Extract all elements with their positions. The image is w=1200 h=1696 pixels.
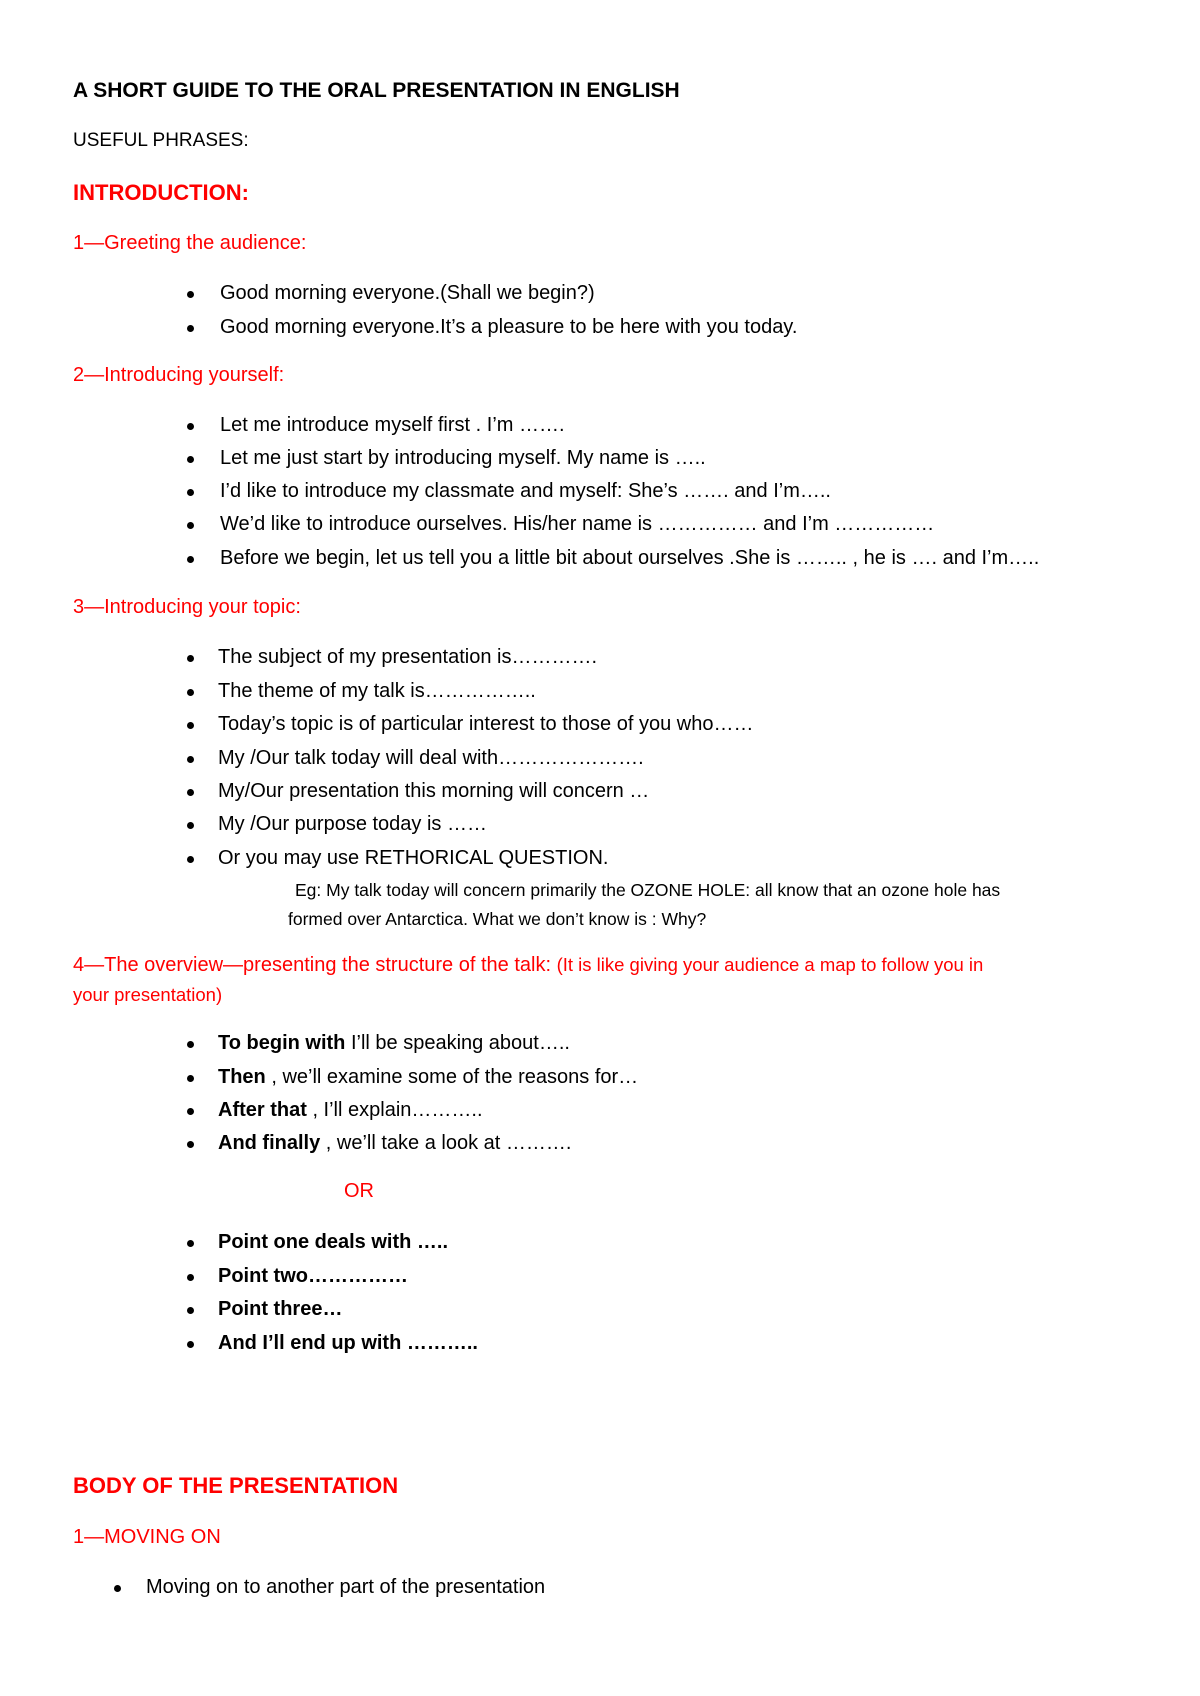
list-item-bold: Then bbox=[218, 1066, 266, 1088]
list-item bbox=[218, 1064, 638, 1090]
bullet-icon bbox=[187, 722, 194, 729]
bullet-icon bbox=[187, 556, 194, 563]
bullet-icon bbox=[187, 522, 194, 529]
bullet-icon bbox=[187, 489, 194, 496]
subheading-moving-on: 1—MOVING ON bbox=[73, 1526, 221, 1548]
or-separator: OR bbox=[344, 1180, 374, 1202]
list-item: Point one deals with ….. bbox=[218, 1231, 449, 1253]
list-item: Point two…………… bbox=[218, 1265, 408, 1287]
list-item-bold: After that bbox=[218, 1099, 307, 1121]
bullet-icon bbox=[187, 1307, 194, 1314]
list-item: Let me just start by introducing myself. My name is ….. bbox=[220, 447, 706, 469]
bullet-icon bbox=[187, 1240, 194, 1247]
bullet-icon bbox=[187, 756, 194, 763]
bullet-icon bbox=[187, 291, 194, 298]
document-title: A SHORT GUIDE TO THE ORAL PRESENTATION IN ENGLISH bbox=[73, 79, 680, 102]
bullet-icon bbox=[187, 456, 194, 463]
subheading-topic: 3—Introducing your topic: bbox=[73, 596, 301, 618]
list-item-rest: I’ll be speaking about….. bbox=[345, 1032, 570, 1054]
bullet-icon bbox=[187, 1108, 194, 1115]
bullet-icon bbox=[187, 689, 194, 696]
subheading-overview bbox=[73, 952, 983, 978]
overview-note-line-1: (It is like giving your audience a map to follow you in bbox=[556, 954, 984, 975]
list-item: Or you may use RETHORICAL QUESTION. bbox=[218, 847, 609, 869]
list-item bbox=[218, 1097, 483, 1123]
subheading-introducing-yourself: 2—Introducing yourself: bbox=[73, 364, 285, 386]
list-item: My /Our talk today will deal with…………………. bbox=[218, 747, 644, 769]
example-text-line-2: formed over Antarctica. What we don’t know is : Why? bbox=[288, 909, 707, 929]
list-item: Let me introduce myself first . I’m ……. bbox=[220, 414, 565, 436]
list-item: Good morning everyone.It’s a pleasure to be here with you today. bbox=[220, 316, 798, 338]
list-item-bold: And finally bbox=[218, 1132, 321, 1154]
bullet-icon bbox=[187, 822, 194, 829]
bullet-icon bbox=[187, 856, 194, 863]
bullet-icon bbox=[187, 1341, 194, 1348]
list-item: My/Our presentation this morning will concern … bbox=[218, 780, 650, 802]
bullet-icon bbox=[187, 655, 194, 662]
document-subtitle: USEFUL PHRASES: bbox=[73, 130, 249, 151]
list-item: The theme of my talk is…………….. bbox=[218, 680, 536, 702]
list-item bbox=[218, 1130, 571, 1156]
list-item: I’d like to introduce my classmate and myself: She’s ……. and I’m….. bbox=[220, 480, 831, 502]
overview-note-line-2: your presentation) bbox=[73, 984, 223, 1005]
bullet-icon bbox=[187, 423, 194, 430]
list-item: We’d like to introduce ourselves. His/her name is …………… and I’m …………… bbox=[220, 513, 935, 535]
list-item: And I’ll end up with ……….. bbox=[218, 1332, 478, 1354]
bullet-icon bbox=[187, 789, 194, 796]
list-item: The subject of my presentation is…………. bbox=[218, 646, 598, 668]
list-item: My /Our purpose today is …… bbox=[218, 813, 487, 835]
subheading-greeting: 1—Greeting the audience: bbox=[73, 232, 307, 254]
section-heading-body: BODY OF THE PRESENTATION bbox=[73, 1473, 399, 1498]
list-item: Before we begin, let us tell you a little bit about ourselves .She is …….. , he is …. and I’m….. bbox=[220, 547, 1040, 569]
bullet-icon bbox=[187, 325, 194, 332]
overview-heading-text: 4—The overview—presenting the structure of the talk: bbox=[73, 954, 552, 976]
bullet-icon bbox=[187, 1274, 194, 1281]
bullet-icon bbox=[114, 1585, 121, 1592]
list-item: Today’s topic is of particular interest to those of you who…… bbox=[218, 713, 754, 735]
list-item-rest: , we’ll examine some of the reasons for… bbox=[265, 1066, 639, 1088]
section-heading-introduction: INTRODUCTION: bbox=[73, 180, 249, 205]
list-item-bold: To begin with bbox=[218, 1032, 346, 1054]
list-item: Good morning everyone.(Shall we begin?) bbox=[220, 282, 595, 304]
example-text-line-1: Eg: My talk today will concern primarily the OZONE HOLE: all know that an ozone hole has bbox=[295, 880, 1001, 900]
bullet-icon bbox=[187, 1041, 194, 1048]
list-item-rest: , I’ll explain……….. bbox=[306, 1099, 483, 1121]
list-item bbox=[218, 1030, 570, 1056]
bullet-icon bbox=[187, 1075, 194, 1082]
list-item: Moving on to another part of the presentation bbox=[146, 1576, 546, 1598]
list-item-rest: , we’ll take a look at ………. bbox=[320, 1132, 572, 1154]
list-item: Point three… bbox=[218, 1298, 343, 1320]
bullet-icon bbox=[187, 1141, 194, 1148]
